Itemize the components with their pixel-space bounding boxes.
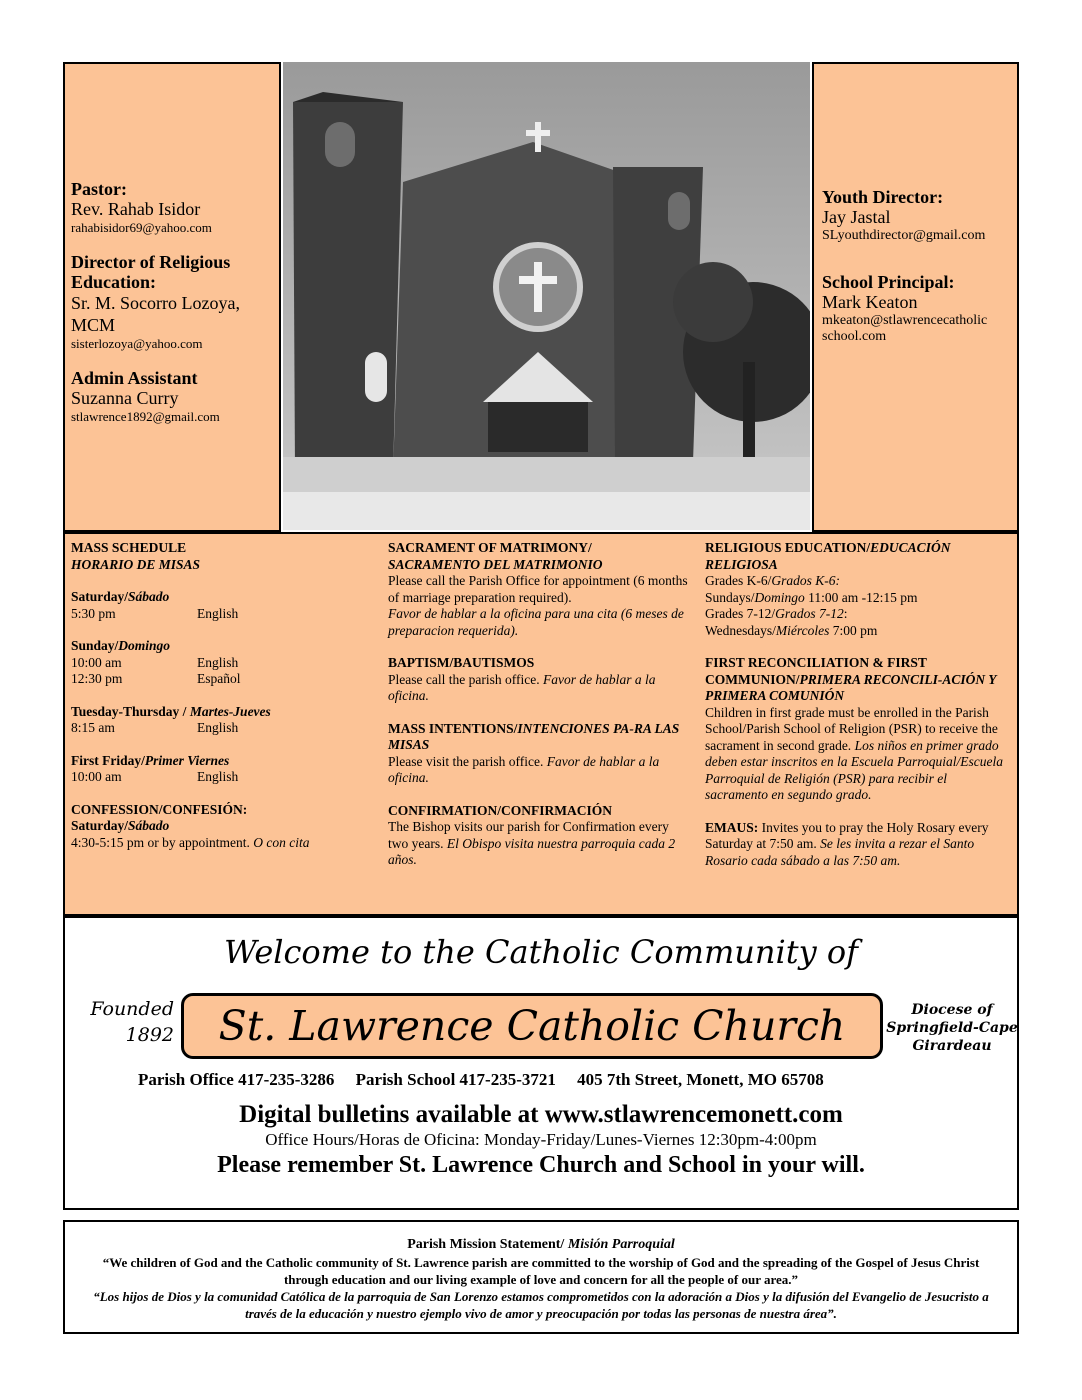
text: Grades K-6/	[705, 573, 772, 588]
label: First Friday/	[71, 752, 145, 768]
staff-youth	[822, 187, 1011, 244]
diocese-line: Diocese of	[911, 1002, 993, 1018]
mission-es: “Los hijos de Dios y la comunidad Católica de la parroquia de San Lorenzo estamos comprometidos con la adoración a Dios y la difusión del Evangelio de Jesucristo a través de la educación y nuestro ejemplo vivo de amor y preocupación por todas las personas de nuestra área”.	[93, 1289, 989, 1321]
staff-email: mkeaton@stlawrencecatholic school.com	[822, 313, 988, 344]
staff-name: Mark Keaton	[822, 292, 918, 312]
mass-language: English	[197, 769, 239, 784]
text: Children in first grade must be enrolled in the Parish School/Parish School of Religion (PSR) to receive the sacrament in second grade.	[705, 704, 998, 753]
emaus-text	[705, 820, 1010, 870]
staff-email: stlawrence1892@gmail.com	[71, 409, 220, 424]
staff-dre	[71, 252, 273, 352]
confession-day	[71, 818, 371, 835]
founded-year: 1892	[125, 1024, 174, 1046]
baptism-title: BAPTISM/BAUTISMOS	[388, 655, 535, 670]
first-communion-text	[705, 705, 1010, 804]
text: Invites you to pray the Holy Rosary every Saturday at 7:50 am.	[705, 819, 989, 851]
label-es: Martes-Jueves	[189, 703, 271, 719]
confirmation-title: CONFIRMATION/CONFIRMACIÓN	[388, 802, 612, 818]
text-es: Favor de hablar a la oficina.	[388, 671, 656, 703]
office-hours: Office Hours/Horas de Oficina: Monday-Friday/Lunes-Viernes 12:30pm-4:00pm	[265, 1130, 817, 1149]
confession-text	[71, 835, 371, 852]
text-es: Domingo	[754, 589, 805, 605]
label: MASS INTENTIONS/	[388, 720, 518, 736]
label-es: Domingo	[118, 638, 171, 653]
text-es: Favor de hablar a la oficina.	[388, 753, 660, 785]
label-es: Sábado	[128, 589, 170, 604]
church-name-box	[181, 993, 883, 1059]
mission-title	[79, 1236, 1003, 1253]
staff-right-panel	[812, 62, 1019, 532]
sunday-heading	[71, 638, 371, 655]
staff-admin	[71, 368, 273, 425]
mass-time-row	[71, 671, 371, 688]
church-name: St. Lawrence Catholic Church	[218, 1002, 846, 1050]
text: Sundays/	[705, 589, 755, 605]
mass-time: 12:30 pm	[71, 671, 123, 686]
text: Grades 7-12/	[705, 606, 776, 621]
text: 7:00 pm	[829, 622, 878, 638]
label-es: EDUCACIÓN RELIGIOSA	[705, 540, 951, 572]
mass-time-row	[71, 720, 371, 737]
mass-time-row	[71, 655, 371, 672]
label: Parish Mission Statement/	[407, 1237, 568, 1252]
text-es: Miércoles	[775, 622, 830, 638]
text-es: Grados K-6:	[771, 573, 840, 588]
staff-email: rahabisidor69@yahoo.com	[71, 220, 212, 235]
text: Please call the parish office.	[388, 671, 543, 687]
text-es: Grados 7-12	[775, 606, 844, 621]
founded-text: Founded	[90, 998, 174, 1020]
mass-language: English	[197, 720, 239, 735]
confirmation-text	[388, 819, 690, 869]
text: Wednesdays/	[705, 622, 776, 638]
matrimony-title: SACRAMENT OF MATRIMONY/	[388, 540, 592, 555]
intentions-title	[388, 721, 690, 754]
diocese-line: Springfield-Cape	[886, 1020, 1018, 1036]
saturday-heading	[71, 589, 371, 606]
staff-email: SLyouthdirector@gmail.com	[822, 228, 986, 243]
mass-language: Español	[197, 671, 241, 686]
sacraments-column	[388, 540, 690, 869]
will-reminder: Please remember St. Lawrence Church and School in your will.	[217, 1152, 865, 1178]
religious-ed-column	[705, 540, 1010, 869]
baptism-text	[388, 672, 690, 705]
staff-role: Youth Director:	[822, 187, 944, 207]
contact-line: Parish Office 417-235-3286 Parish School 417-235-3721 405 7th Street, Monett, MO 65708	[138, 1070, 824, 1089]
text: 4:30-5:15 pm or by appointment.	[71, 834, 254, 850]
mass-language: English	[197, 654, 239, 670]
matrimony-text: Please call the Parish Office for appointment (6 months of marriage preparation required).	[388, 573, 688, 605]
re-line	[705, 590, 1010, 607]
re-line	[705, 623, 1010, 640]
label-es: Misión Parroquial	[567, 1237, 675, 1252]
staff-principal	[822, 272, 1011, 345]
staff-left-panel	[63, 62, 281, 532]
label-es: Sábado	[128, 818, 170, 833]
matrimony-title-es: SACRAMENTO DEL MATRIMONIO	[388, 556, 603, 572]
mass-language: English	[197, 605, 239, 621]
staff-role: Director of Religious Education:	[71, 252, 231, 292]
mass-time-row	[71, 769, 371, 786]
welcome-heading: Welcome to the Catholic Community of	[224, 933, 858, 971]
staff-role: Admin Assistant	[71, 368, 198, 388]
staff-role: School Principal:	[822, 272, 955, 292]
first-communion-title	[705, 655, 1010, 705]
text: The Bishop visits our parish for Confirmation every two years.	[388, 819, 669, 851]
mass-time: 5:30 pm	[71, 605, 116, 621]
re-line	[705, 573, 1010, 590]
founded-label	[66, 996, 174, 1048]
label: Sunday/	[71, 638, 119, 653]
label-es: INTENCIONES PA-RA LAS MISAS	[388, 720, 680, 752]
staff-email: sisterlozoya@yahoo.com	[71, 336, 203, 351]
text-es: O con cita	[253, 834, 310, 850]
text-es: El Obispo visita nuestra parroquia cada 2 años.	[388, 835, 676, 867]
text-es: Los niños en primer grado deben estar inscritos en la Escuela Parroquial/Escuela Parroquial de Religión (PSR) para recibir el sacramento en segundo grado.	[705, 737, 1003, 802]
digital-bulletins: Digital bulletins available at www.stlawrencemonett.com	[239, 1101, 843, 1128]
mass-time: 8:15 am	[71, 720, 115, 735]
label: FIRST RECONCILIATION & FIRST COMMUNION/	[705, 655, 927, 687]
mass-schedule-title: MASS SCHEDULE	[71, 540, 187, 555]
staff-name: Rev. Rahab Isidor	[71, 199, 201, 219]
mission-en: “We children of God and the Catholic community of St. Lawrence parish are committed to the worship of God and the spreading of the Gospel of Jesus Christ through education and our living example of love and concern for all the people of our area.”	[102, 1255, 980, 1287]
diocese-line: Girardeau	[912, 1038, 992, 1054]
label: RELIGIOUS EDUCATION/	[705, 540, 871, 555]
re-line: Grades 7-12/Grados 7-12:	[705, 606, 848, 621]
church-photo	[283, 62, 810, 530]
matrimony-text-es: Favor de hablar a la oficina para una cita (6 meses de preparacion requerida).	[388, 606, 684, 638]
mass-schedule-title-es: HORARIO DE MISAS	[71, 556, 201, 572]
first-friday-heading	[71, 753, 371, 770]
label: EMAUS:	[705, 819, 759, 835]
staff-name: Suzanna Curry	[71, 388, 179, 408]
re-title	[705, 540, 1010, 573]
mass-time-row	[71, 606, 371, 623]
mass-time: 10:00 am	[71, 654, 122, 670]
text: Please visit the parish office.	[388, 753, 547, 769]
staff-name: Jay Jastal	[822, 207, 891, 227]
mass-time: 10:00 am	[71, 769, 122, 784]
staff-role: Pastor:	[71, 179, 127, 199]
label: Saturday/	[71, 589, 129, 604]
staff-name: Sr. M. Socorro Lozoya, MCM	[71, 293, 240, 335]
church-illustration	[283, 62, 810, 530]
label-es: Primer Viernes	[144, 752, 230, 768]
text-es: Se les invita a rezar el Santo Rosario cada sábado a las 7:50 am.	[705, 836, 975, 868]
staff-pastor	[71, 179, 273, 236]
mission-panel	[63, 1220, 1019, 1334]
label: Tuesday-Thursday /	[71, 703, 190, 719]
mass-schedule-column	[71, 540, 371, 851]
label-es: PRIMERA RECONCILI-ACIÓN Y PRIMERA COMUNIÓN	[705, 671, 997, 703]
intentions-text	[388, 754, 690, 787]
confession-title: CONFESSION/CONFESIÓN:	[71, 801, 248, 817]
text: 11:00 am -12:15 pm	[804, 589, 918, 605]
label: Saturday/	[71, 818, 129, 833]
diocese-label	[884, 1001, 1020, 1055]
weekday-heading	[71, 704, 371, 721]
